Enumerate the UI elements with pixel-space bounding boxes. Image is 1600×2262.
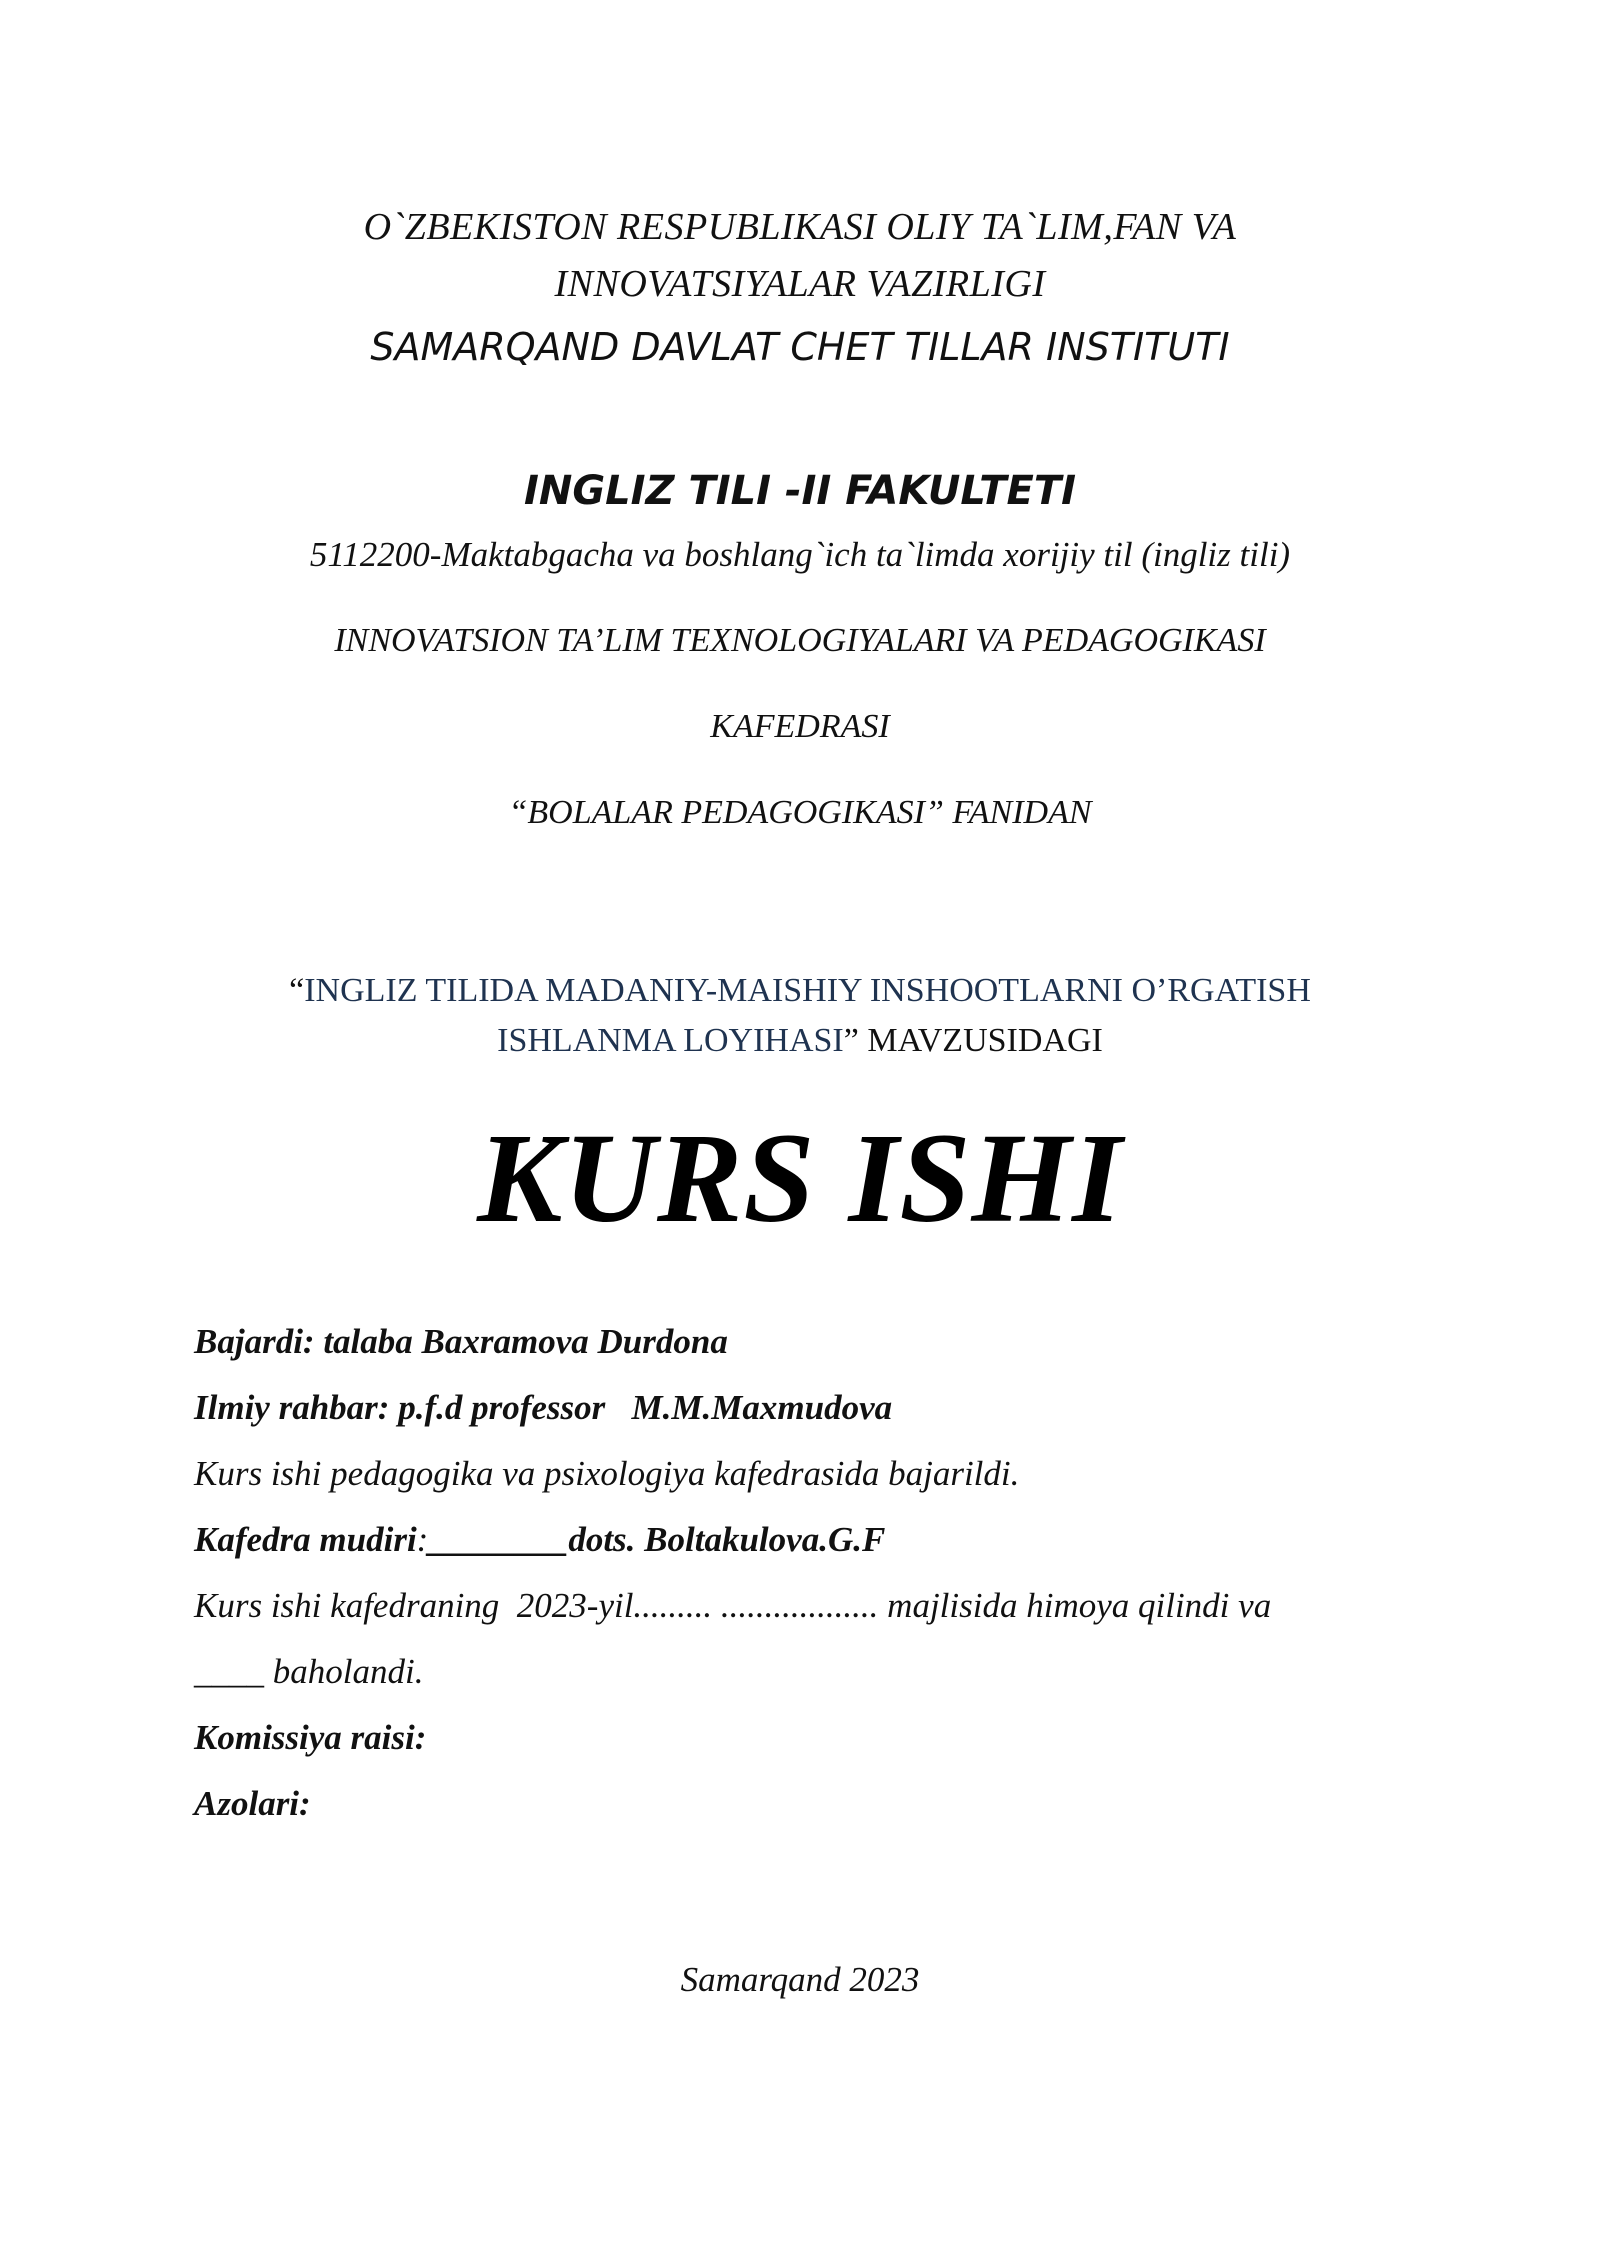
topic-text-2: ISHLANMA LOYIHASI: [497, 1022, 844, 1059]
topic-text-1: INGLIZ TILIDA MADANIY-MAISHIY INSHOOTLARNI O’RGATISH: [304, 972, 1311, 1009]
institute-name: SAMARQAND DAVLAT CHET TILLAR INSTITUTI: [370, 325, 1230, 369]
faculty-name: INGLIZ TILI -II FAKULTETI: [523, 468, 1077, 514]
subject-line: “BOLALAR PEDAGOGIKASI” FANIDAN: [508, 794, 1092, 831]
commission-members-label: Azolari:: [194, 1784, 311, 1823]
performed-by: [194, 1322, 1444, 1362]
commission-members: [194, 1784, 1444, 1824]
department-head: [194, 1520, 1444, 1560]
document-title: KURS ISHI: [477, 1107, 1123, 1249]
performed-by-label: Bajardi:: [194, 1322, 315, 1361]
completed-note: Kurs ishi pedagogika va psixologiya kafedrasida bajarildi.: [194, 1454, 1020, 1493]
ministry-line-2: INNOVATSIYALAR VAZIRLIGI: [554, 263, 1046, 305]
ministry-line-1: O`ZBEKISTON RESPUBLIKASI OLIY TA`LIM,FAN VA: [363, 206, 1237, 248]
supervisor-value: p.f.d professor M.M.Maxmudova: [389, 1388, 893, 1427]
topic-suffix: ” MAVZUSIDAGI: [843, 1022, 1103, 1059]
topic-open-quote: “: [289, 972, 305, 1009]
commission-chair: [194, 1718, 1444, 1758]
department-head-colon: :: [416, 1520, 429, 1559]
supervisor: [194, 1388, 1444, 1428]
department-line-1: INNOVATSION TA’LIM TEXNOLOGIYALARI VA PEDAGOGIKASI: [334, 622, 1266, 659]
defense-line-1: Kurs ishi kafedraning 2023-yil......... .................. majlisida himoya qilindi va: [194, 1586, 1272, 1625]
specialty-line: 5112200-Maktabgacha va boshlang`ich ta`limda xorijiy til (ingliz tili): [309, 535, 1291, 574]
supervisor-label: Ilmiy rahbar:: [194, 1388, 390, 1427]
department-head-value: ________dots. Boltakulova.G.F: [428, 1520, 886, 1559]
place-year: Samarqand 2023: [680, 1960, 920, 1999]
topic-line-1: [0, 972, 1600, 1010]
department-head-label: Kafedra mudiri: [194, 1520, 417, 1559]
department-line-2: KAFEDRASI: [710, 708, 890, 745]
performed-by-value: talaba Baxramova Durdona: [314, 1322, 728, 1361]
defense-line-2: ____ baholandi.: [194, 1652, 424, 1691]
commission-chair-label: Komissiya raisi:: [194, 1718, 427, 1757]
topic-line-2: [0, 1022, 1600, 1060]
